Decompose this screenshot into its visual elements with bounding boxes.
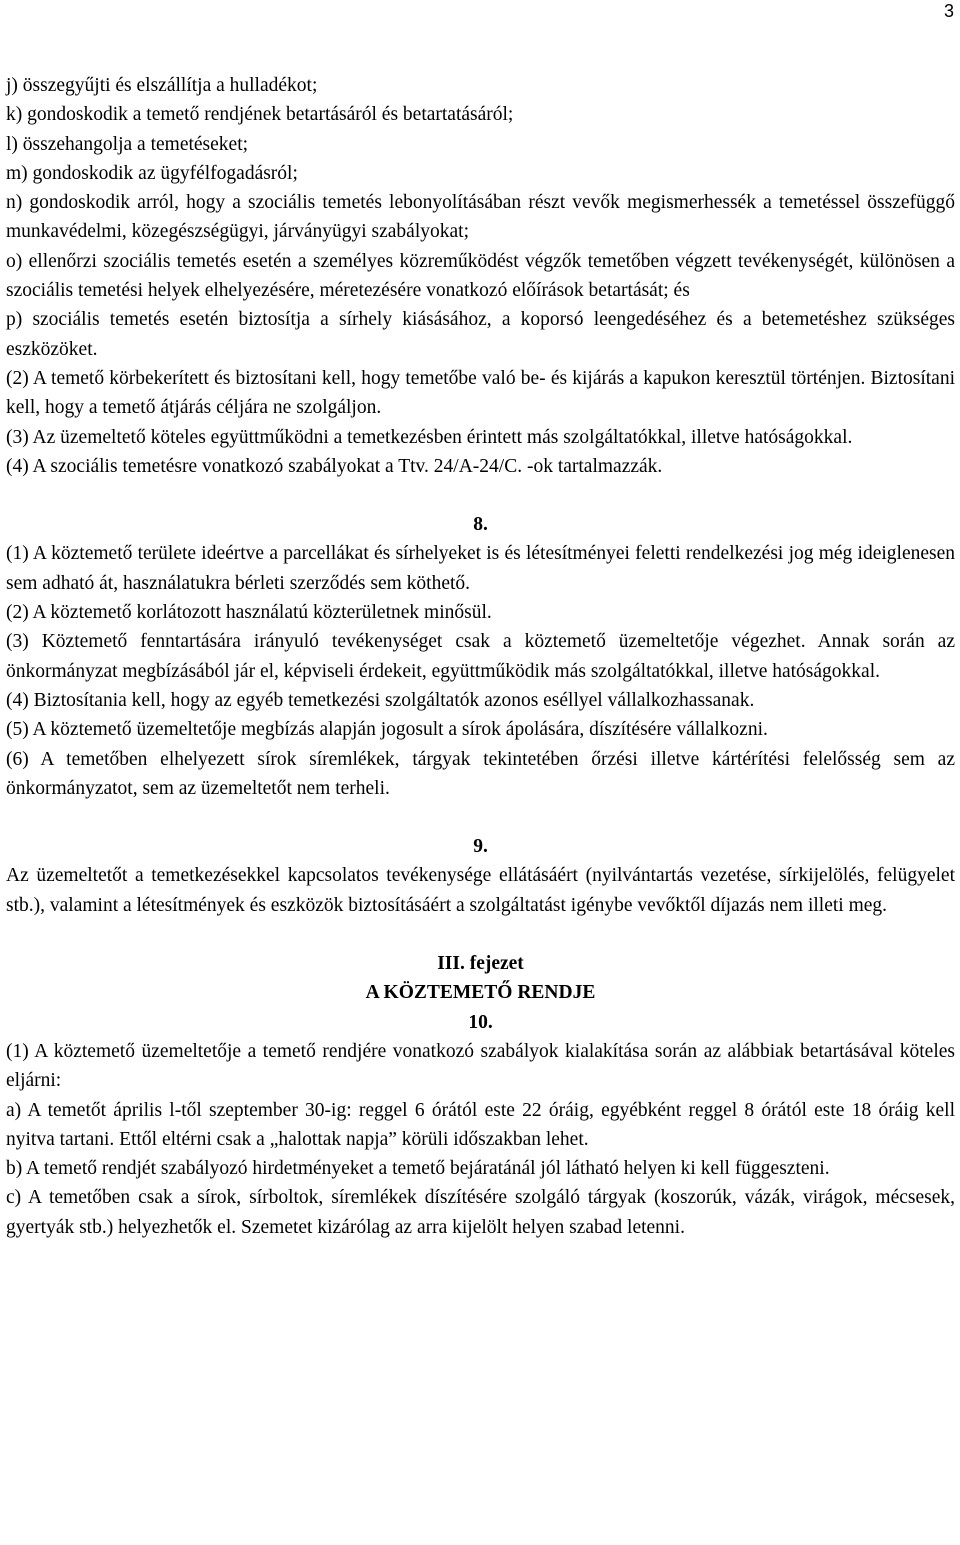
section-8-heading: 8. [473,514,488,536]
item-j: j) összegyűjti és elszállítja a hulladékot; [6,75,318,96]
section-10-item-a: a) A temetőt április l-től szeptember 30-ig: reggel 6 órától este 22 óráig, egyébként reggel 8 órától este 18 óráig kell nyitva tartani. Ettől eltérni csak a „halottak napja” körüli időszakban lehet. [6,1099,955,1150]
section-8-para-6: (6) A temetőben elhelyezett sírok síremlékek, tárgyak tekintetében őrzési illetve kártérítési felelősség sem az önkormányzatot, sem az üzemeltetőt nem terheli. [6,748,955,799]
paragraph-2: (2) A temető körbekerített és biztosítani kell, hogy temetőbe való be- és kijárás a kapukon keresztül történjen. Biztosítani kell, hogy a temető átjárás céljára ne szolgáljon. [6,367,955,419]
section-8-para-5: (5) A köztemető üzemeltetője megbízás alapján jogosult a sírok ápolására, díszítésére vállalkozni. [6,719,768,741]
section-8-para-1: (1) A köztemető területe ideértve a parcellákat és sírhelyeket is és létesítményei feletti rendelkezési jog még ideiglenesen sem adható át, használatukra bérleti szerződés sem köthető. [6,543,955,594]
item-k: k) gondoskodik a temető rendjének betartásáról és betartatásáról; [6,104,514,126]
chapter-title: A KÖZTEMETŐ RENDJE [365,982,596,1004]
page-number: 3 [943,1,954,21]
paragraph-3: (3) Az üzemeltető köteles együttműködni a temetkezésben érintett más szolgáltatókkal, illetve hatóságokkal. [6,426,853,448]
spacer [6,920,955,949]
spacer [6,481,955,510]
section-10-item-b: b) A temető rendjét szabályozó hirdetményeket a temető bejáratánál jól látható helyen ki kell függeszteni. [6,1158,830,1180]
section-8-para-4: (4) Biztosítania kell, hogy az egyéb temetkezési szolgáltatók azonos eséllyel vállalkozhassanak. [6,689,755,711]
item-o: o) ellenőrzi szociális temetés esetén a személyes közreműködést végzők temetőben végzett tevékenységét, különösen a szociális temetési helyek elhelyezésére, méretezésére vonatkozó előírások betartását; és [6,250,955,302]
item-p: p) szociális temetés esetén biztosítja a sírhely kiásásához, a koporsó leengedéséhez és a betemetéshez szükséges eszközöket. [6,309,955,360]
section-10-heading: 10. [468,1011,493,1033]
section-9-heading: 9. [473,836,488,858]
spacer [6,803,955,832]
chapter-number: III. fejezet [437,953,524,975]
section-10-para-1: (1) A köztemető üzemeltetője a temető rendjére vonatkozó szabályok kialakítása során az alábbiak betartásával köteles eljárni: [6,1040,955,1092]
section-8-para-3: (3) Köztemető fenntartására irányuló tevékenységet csak a köztemető üzemeltetője végezhet. Annak során az önkormányzat megbízásából jár el, képviseli érdekeit, együttműködik más szolgáltatókkal, illetve hatóságokkal. [6,631,955,682]
item-l: l) összehangolja a temetéseket; [6,133,249,155]
section-10-item-c: c) A temetőben csak a sírok, sírboltok, síremlékek díszítésére szolgáló tárgyak (koszorúk, vázák, virágok, mécsesek, gyertyák stb.) helyezhetők el. Szemetet kizárólag az arra kijelölt helyen szabad letenni. [6,1187,955,1238]
section-9-para-1: Az üzemeltetőt a temetkezésekkel kapcsolatos tevékenysége ellátásáért (nyilvántartás vezetése, sírkijelölés, felügyelet stb.), valamint a létesítmények és eszközök biztosításáért a szolgáltatást igénybe vevőktől díjazás nem illeti meg. [6,865,955,916]
paragraph-4: (4) A szociális temetésre vonatkozó szabályokat a Ttv. 24/A-24/C. -ok tartalmazzák. [6,455,663,477]
item-n: n) gondoskodik arról, hogy a szociális temetés lebonyolításában részt vevők megismerhessék a temetéssel összefüggő munkavédelmi, közegészségügyi, járványügyi szabályokat; [6,192,955,243]
item-m: m) gondoskodik az ügyfélfogadásról; [6,162,298,184]
document-body [6,71,955,1242]
section-8-para-2: (2) A köztemető korlátozott használatú közterületnek minősül. [6,602,492,624]
